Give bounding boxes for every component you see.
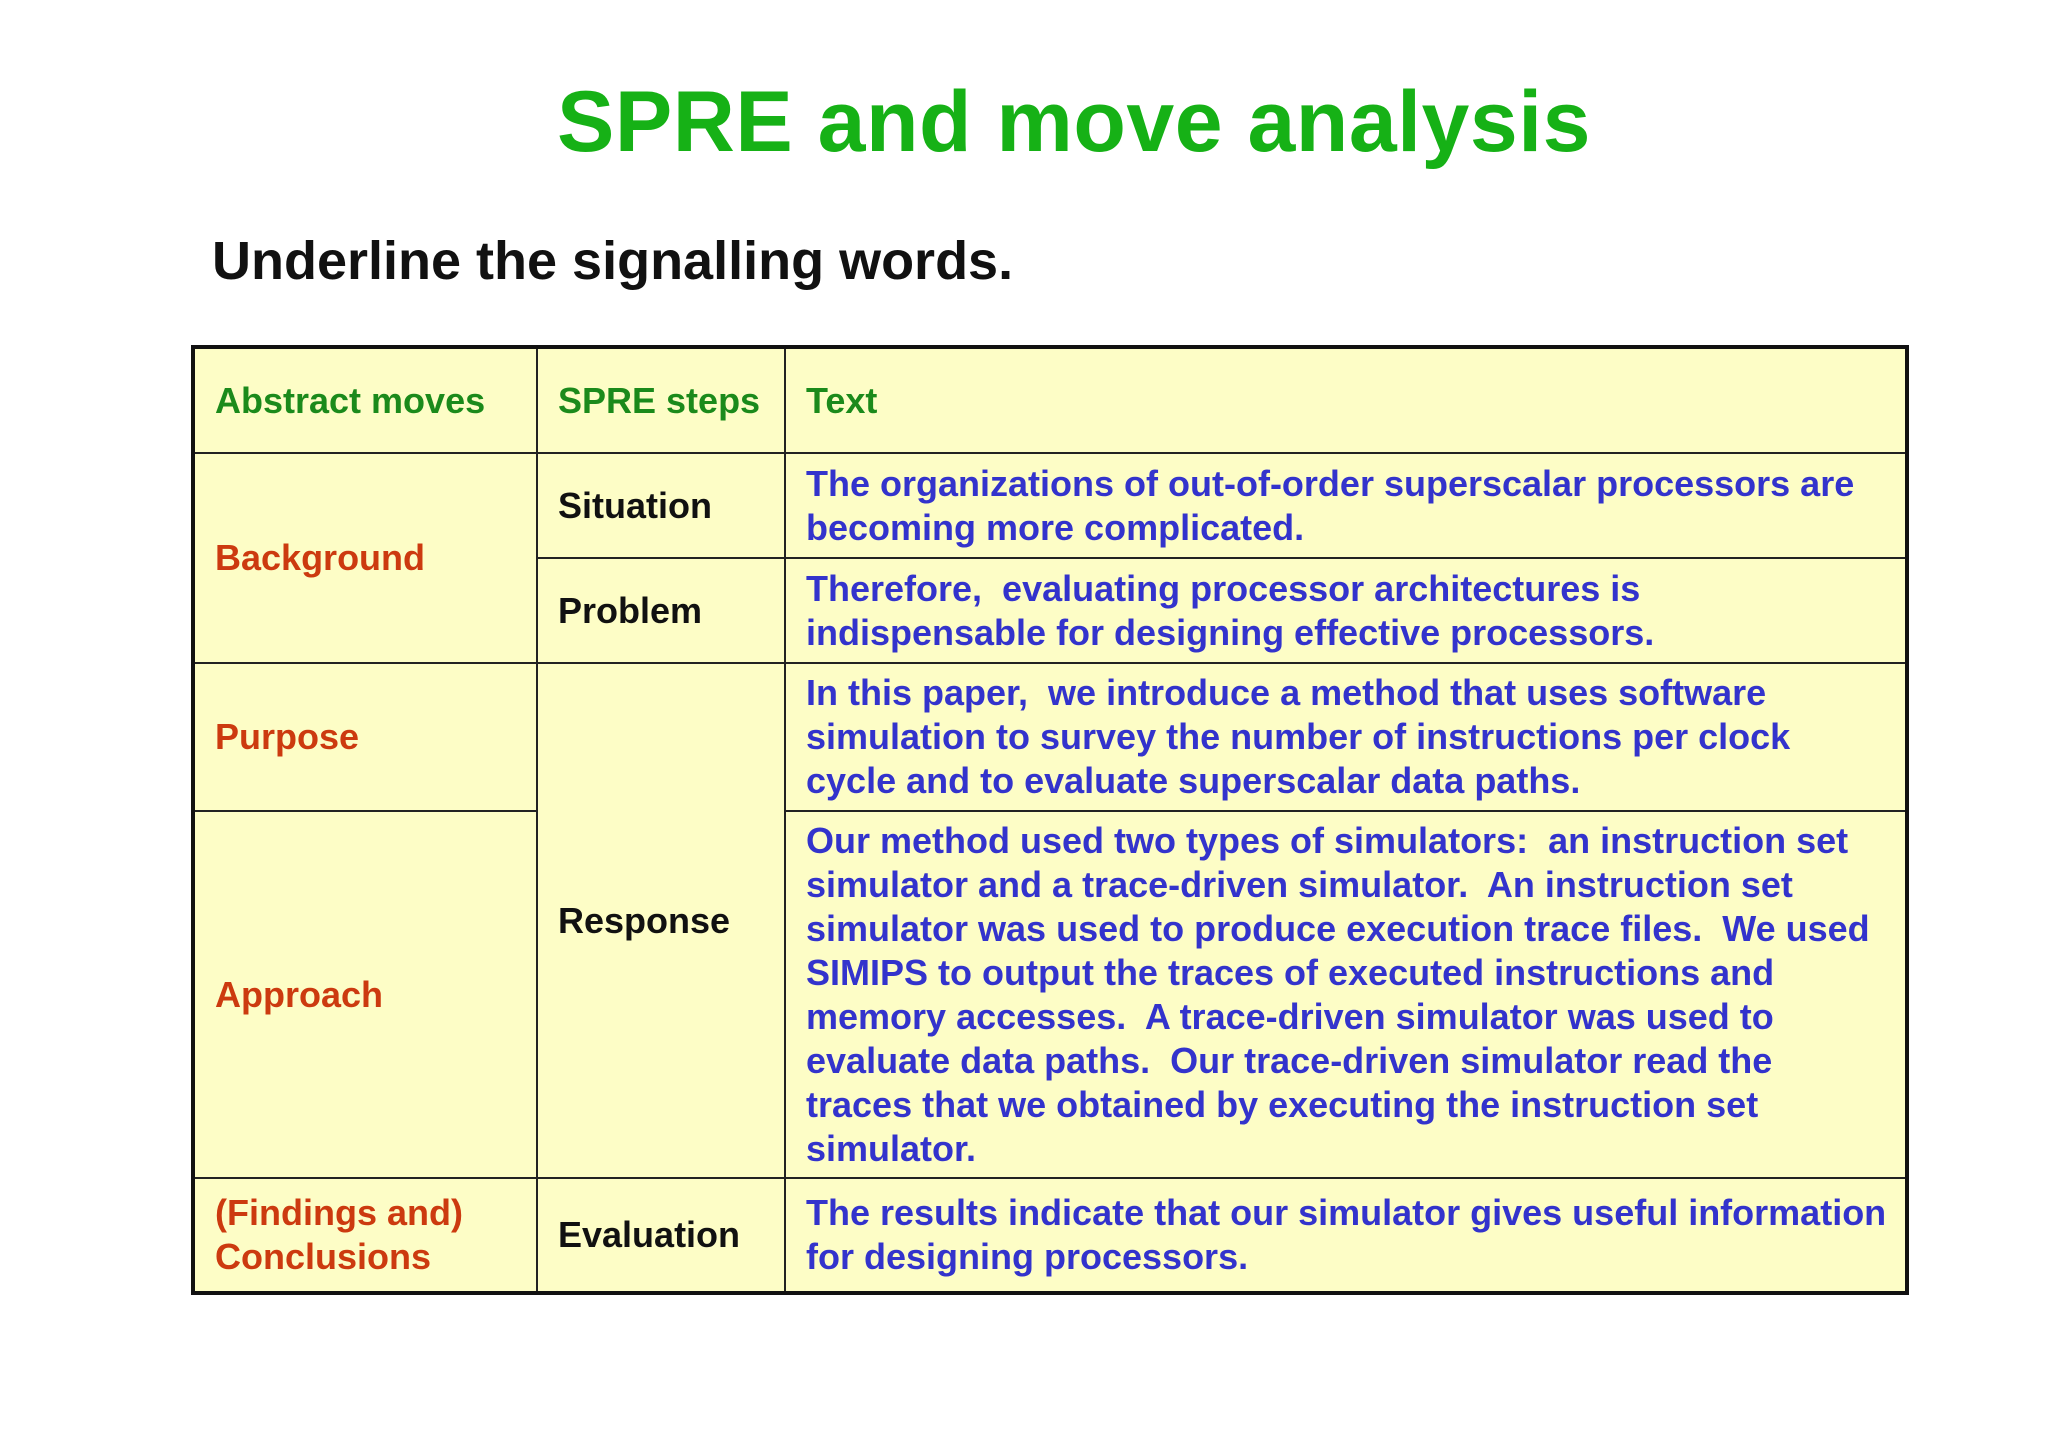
- text-purpose: In this paper, we introduce a method that uses software simulation to survey the number of instructions per clock cycle and to evaluate superscalar data paths.: [785, 663, 1907, 811]
- table-row: [193, 1178, 1907, 1293]
- step-problem: Problem: [537, 558, 785, 663]
- table-row: [193, 663, 1907, 811]
- move-approach: Approach: [193, 811, 537, 1178]
- move-background: Background: [193, 453, 537, 663]
- text-problem: Therefore, evaluating processor architectures is indispensable for designing effective processors.: [785, 558, 1907, 663]
- header-abstract-moves: Abstract moves: [193, 347, 537, 453]
- move-conclusions: (Findings and) Conclusions: [193, 1178, 537, 1293]
- header-spre-steps: SPRE steps: [537, 347, 785, 453]
- step-evaluation: Evaluation: [537, 1178, 785, 1293]
- step-situation: Situation: [537, 453, 785, 558]
- step-response: Response: [537, 663, 785, 1178]
- instruction-text: Underline the signalling words.: [212, 231, 1014, 291]
- text-approach: Our method used two types of simulators: an instruction set simulator and a trace-driven simulator. An instruction set simulator was used to produce execution trace files. We used SIMIPS to output the traces of executed instructions and memory accesses. A trace-driven simulator was used to evaluate data paths. Our trace-driven simulator read the traces that we obtained by executing the instruction set simulator.: [785, 811, 1907, 1178]
- slide-title: SPRE and move analysis: [557, 74, 1591, 170]
- table-row: [193, 453, 1907, 558]
- text-situation: The organizations of out-of-order superscalar processors are becoming more complicated.: [785, 453, 1907, 558]
- header-text: Text: [785, 347, 1907, 453]
- table-row: [193, 811, 1907, 1178]
- spre-move-table: [191, 345, 1909, 1295]
- table-header-row: [193, 347, 1907, 453]
- text-evaluation: The results indicate that our simulator gives useful information for designing processors.: [785, 1178, 1907, 1293]
- move-purpose: Purpose: [193, 663, 537, 811]
